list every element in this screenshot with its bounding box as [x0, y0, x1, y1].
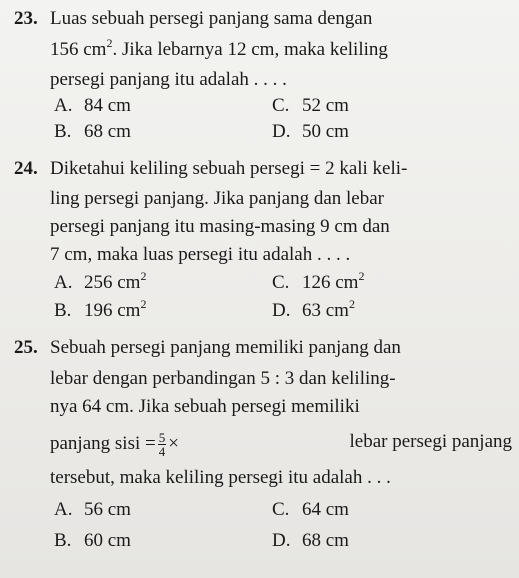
- question-text: Sebuah persegi panjang memiliki panjang dan: [50, 337, 401, 358]
- option-a[interactable]: A. 256 $cm^2$: [54, 269, 147, 293]
- question-text: 156 cm: [50, 39, 107, 60]
- fraction-numerator: 5: [158, 430, 166, 445]
- question-text: persegi panjang itu adalah . . . .: [50, 69, 287, 90]
- times-sign: ×: [168, 432, 179, 454]
- option-c[interactable]: C. 64 cm: [272, 499, 349, 520]
- question-number: 23.: [14, 8, 38, 29]
- option-d[interactable]: D. 68 cm: [272, 530, 349, 551]
- question-text: lebar persegi panjang: [349, 431, 512, 452]
- option-b[interactable]: B. 60 cm: [54, 530, 131, 551]
- question-text: tersebut, maka keliling persegi itu adalah . . .: [50, 467, 391, 488]
- question-number: 24.: [14, 158, 38, 179]
- question-text: persegi panjang itu masing-masing 9 cm dan: [50, 216, 390, 237]
- option-d[interactable]: D. 50 cm: [272, 121, 349, 142]
- option-a[interactable]: A. 84 cm: [54, 95, 131, 116]
- question-number: 25.: [14, 337, 38, 358]
- question-text: nya 64 cm. Jika sebuah persegi memiliki: [50, 396, 360, 417]
- option-c[interactable]: C. 126 $cm^2$: [272, 269, 365, 293]
- option-c[interactable]: C. 52 cm: [272, 95, 349, 116]
- question-text: . Jika lebarnya 12 cm, maka keliling: [112, 39, 388, 60]
- question-text: Diketahui keliling sebuah persegi = 2 kali keli-: [50, 158, 408, 179]
- option-d[interactable]: D. 63 $cm^2$: [272, 297, 355, 321]
- question-text: 7 cm, maka luas persegi itu adalah . . . .: [50, 244, 351, 265]
- equals-sign: =: [145, 432, 156, 454]
- superscript: 2: [106, 36, 113, 50]
- question-text: Luas sebuah persegi panjang sama dengan: [50, 8, 373, 29]
- question-text: lebar dengan perbandingan 5 : 3 dan keliling-: [50, 368, 396, 389]
- question-text: ling persegi panjang. Jika panjang dan lebar: [50, 188, 384, 209]
- option-b[interactable]: B. 68 cm: [54, 121, 131, 142]
- question-text: panjang sisi: [50, 432, 141, 454]
- fraction: [158, 431, 167, 458]
- option-b[interactable]: B. 196 $cm^2$: [54, 297, 147, 321]
- fraction-denominator: 4: [158, 444, 166, 459]
- option-a[interactable]: A. 56 cm: [54, 499, 131, 520]
